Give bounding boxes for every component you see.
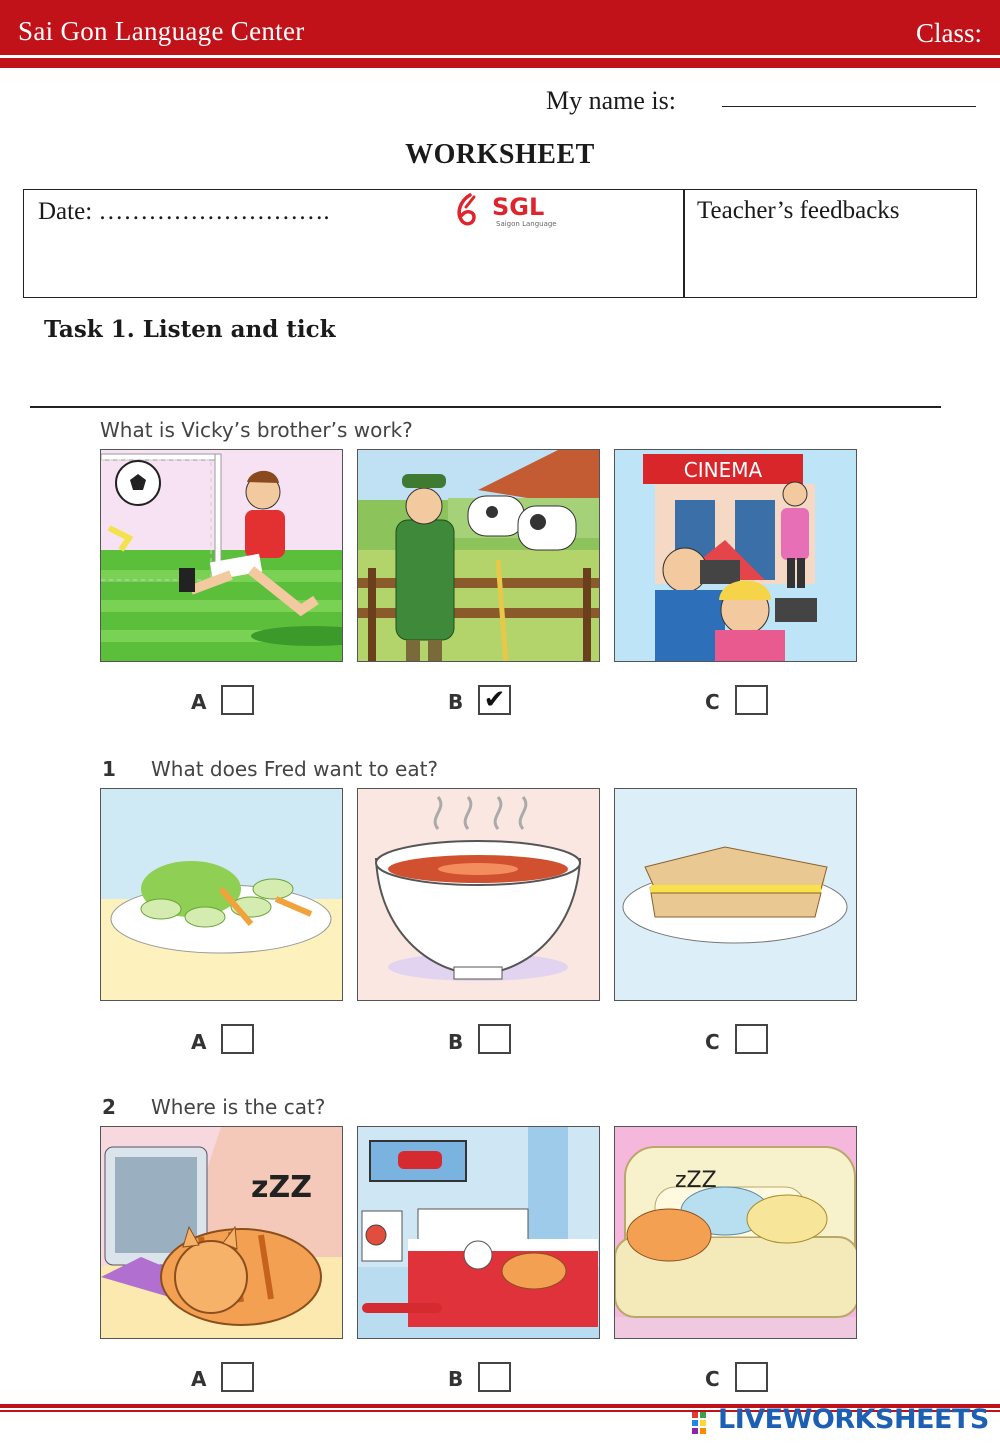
option-letter: B [448,1030,464,1054]
picture-cat-laptop [100,1126,343,1339]
date-label: Date: ………………………. [38,198,330,225]
logo-text: SGL [492,193,545,221]
option-letter: B [448,690,464,714]
teacher-feedback-label: Teacher’s feedbacks [697,197,900,224]
tick-box-q0-a[interactable] [221,685,254,715]
option-letter: B [448,1367,464,1391]
picture-film-star [614,449,857,662]
tick-box-q2-c[interactable] [735,1362,768,1392]
class-label: Class: [915,18,982,48]
tick-box-q2-b[interactable] [478,1362,511,1392]
question-number: 1 [102,757,116,781]
section-rule [30,406,941,408]
liveworksheets-icon [692,1410,714,1438]
logo-subtext: Saigon Language [496,220,557,228]
info-table-divider [683,189,685,298]
header-underline [0,58,1000,68]
tick-box-q1-a[interactable] [221,1024,254,1054]
tick-box-q1-b[interactable] [478,1024,511,1054]
option-letter: C [705,1030,720,1054]
question-text: What does Fred want to eat? [151,757,439,781]
option-letter: C [705,1367,720,1391]
svg-text:zZZ: zZZ [675,1168,717,1193]
question-text: What is Vicky’s brother’s work? [100,418,413,442]
tick-box-q1-c[interactable] [735,1024,768,1054]
tick-box-q0-c[interactable] [735,685,768,715]
name-input-line[interactable] [722,106,976,107]
question-number: 2 [102,1095,116,1119]
picture-footballer [100,449,343,662]
picture-cat-sofa [614,1126,857,1339]
sgl-logo [454,191,564,231]
cinema-sign: CINEMA [683,458,763,482]
question-text: Where is the cat? [151,1095,326,1119]
picture-sandwich [614,788,857,1001]
option-letter: A [191,690,207,714]
liveworksheets-brand[interactable]: LIVEWORKSHEETS [718,1404,989,1435]
picture-soup [357,788,600,1001]
svg-text:zZZ: zZZ [251,1170,312,1205]
picture-farmer [357,449,600,662]
center-name: Sai Gon Language Center [18,16,305,46]
picture-salad [100,788,343,1001]
name-label: My name is: [546,86,676,115]
picture-cat-bed [357,1126,600,1339]
option-letter: A [191,1367,207,1391]
tick-box-q0-b-checked[interactable]: ✔ [478,685,511,715]
worksheet-title: WORKSHEET [405,139,595,170]
option-letter: C [705,690,720,714]
option-letter: A [191,1030,207,1054]
tick-box-q2-a[interactable] [221,1362,254,1392]
task-title: Task 1. Listen and tick [44,316,336,343]
